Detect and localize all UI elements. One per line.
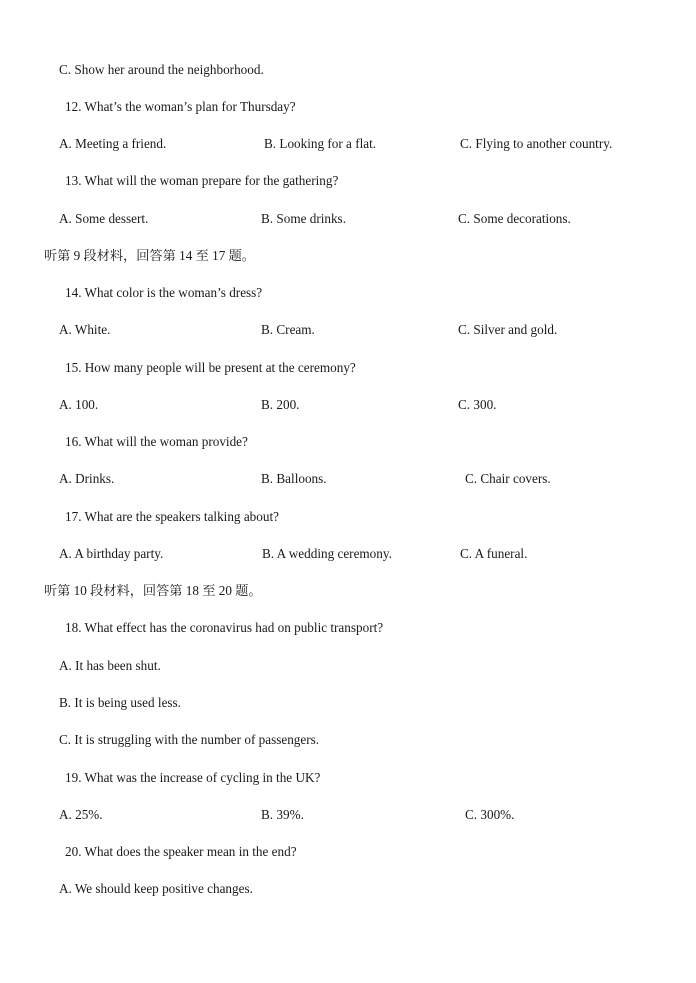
q17-option-b: B. A wedding ceremony. bbox=[262, 546, 392, 561]
q13-option-a: A. Some dessert. bbox=[59, 211, 149, 226]
q14-option-b: B. Cream. bbox=[261, 322, 315, 337]
q15-question: 15. How many people will be present at the ceremony? bbox=[65, 360, 356, 375]
q16-option-c: C. Chair covers. bbox=[465, 471, 551, 486]
q14-option-c: C. Silver and gold. bbox=[458, 322, 558, 337]
q13-option-b: B. Some drinks. bbox=[261, 211, 346, 226]
q12-option-a: A. Meeting a friend. bbox=[59, 136, 167, 151]
q17-question: 17. What are the speakers talking about? bbox=[65, 509, 279, 524]
section-9-instruction: 听第 9 段材料，回答第 14 至 17 题。 bbox=[44, 248, 255, 263]
q16-question: 16. What will the woman provide? bbox=[65, 434, 248, 449]
q15-option-b: B. 200. bbox=[261, 397, 300, 412]
q17-option-a: A. A birthday party. bbox=[59, 546, 164, 561]
q15-option-a: A. 100. bbox=[59, 397, 99, 412]
q11-option-c: C. Show her around the neighborhood. bbox=[59, 62, 264, 77]
q20-question: 20. What does the speaker mean in the end? bbox=[65, 844, 297, 859]
q17-option-c: C. A funeral. bbox=[460, 546, 528, 561]
q16-option-b: B. Balloons. bbox=[261, 471, 327, 486]
q19-option-c: C. 300%. bbox=[465, 807, 515, 822]
q19-question: 19. What was the increase of cycling in the UK? bbox=[65, 770, 321, 785]
q14-question: 14. What color is the woman’s dress? bbox=[65, 285, 263, 300]
q20-option-a: A. We should keep positive changes. bbox=[59, 881, 253, 896]
q18-option-b: B. It is being used less. bbox=[59, 695, 181, 710]
q13-question: 13. What will the woman prepare for the gathering? bbox=[65, 173, 339, 188]
q12-option-b: B. Looking for a flat. bbox=[264, 136, 377, 151]
q15-option-c: C. 300. bbox=[458, 397, 497, 412]
q18-option-a: A. It has been shut. bbox=[59, 658, 161, 673]
section-10-instruction: 听第 10 段材料，回答第 18 至 20 题。 bbox=[44, 583, 262, 598]
q19-option-a: A. 25%. bbox=[59, 807, 103, 822]
q18-question: 18. What effect has the coronavirus had on public transport? bbox=[65, 620, 384, 635]
q16-option-a: A. Drinks. bbox=[59, 471, 115, 486]
q12-option-c: C. Flying to another country. bbox=[460, 136, 613, 151]
q14-option-a: A. White. bbox=[59, 322, 111, 337]
q12-question: 12. What’s the woman’s plan for Thursday? bbox=[65, 99, 296, 114]
q19-option-b: B. 39%. bbox=[261, 807, 304, 822]
q13-option-c: C. Some decorations. bbox=[458, 211, 571, 226]
q18-option-c: C. It is struggling with the number of passengers. bbox=[59, 732, 320, 747]
